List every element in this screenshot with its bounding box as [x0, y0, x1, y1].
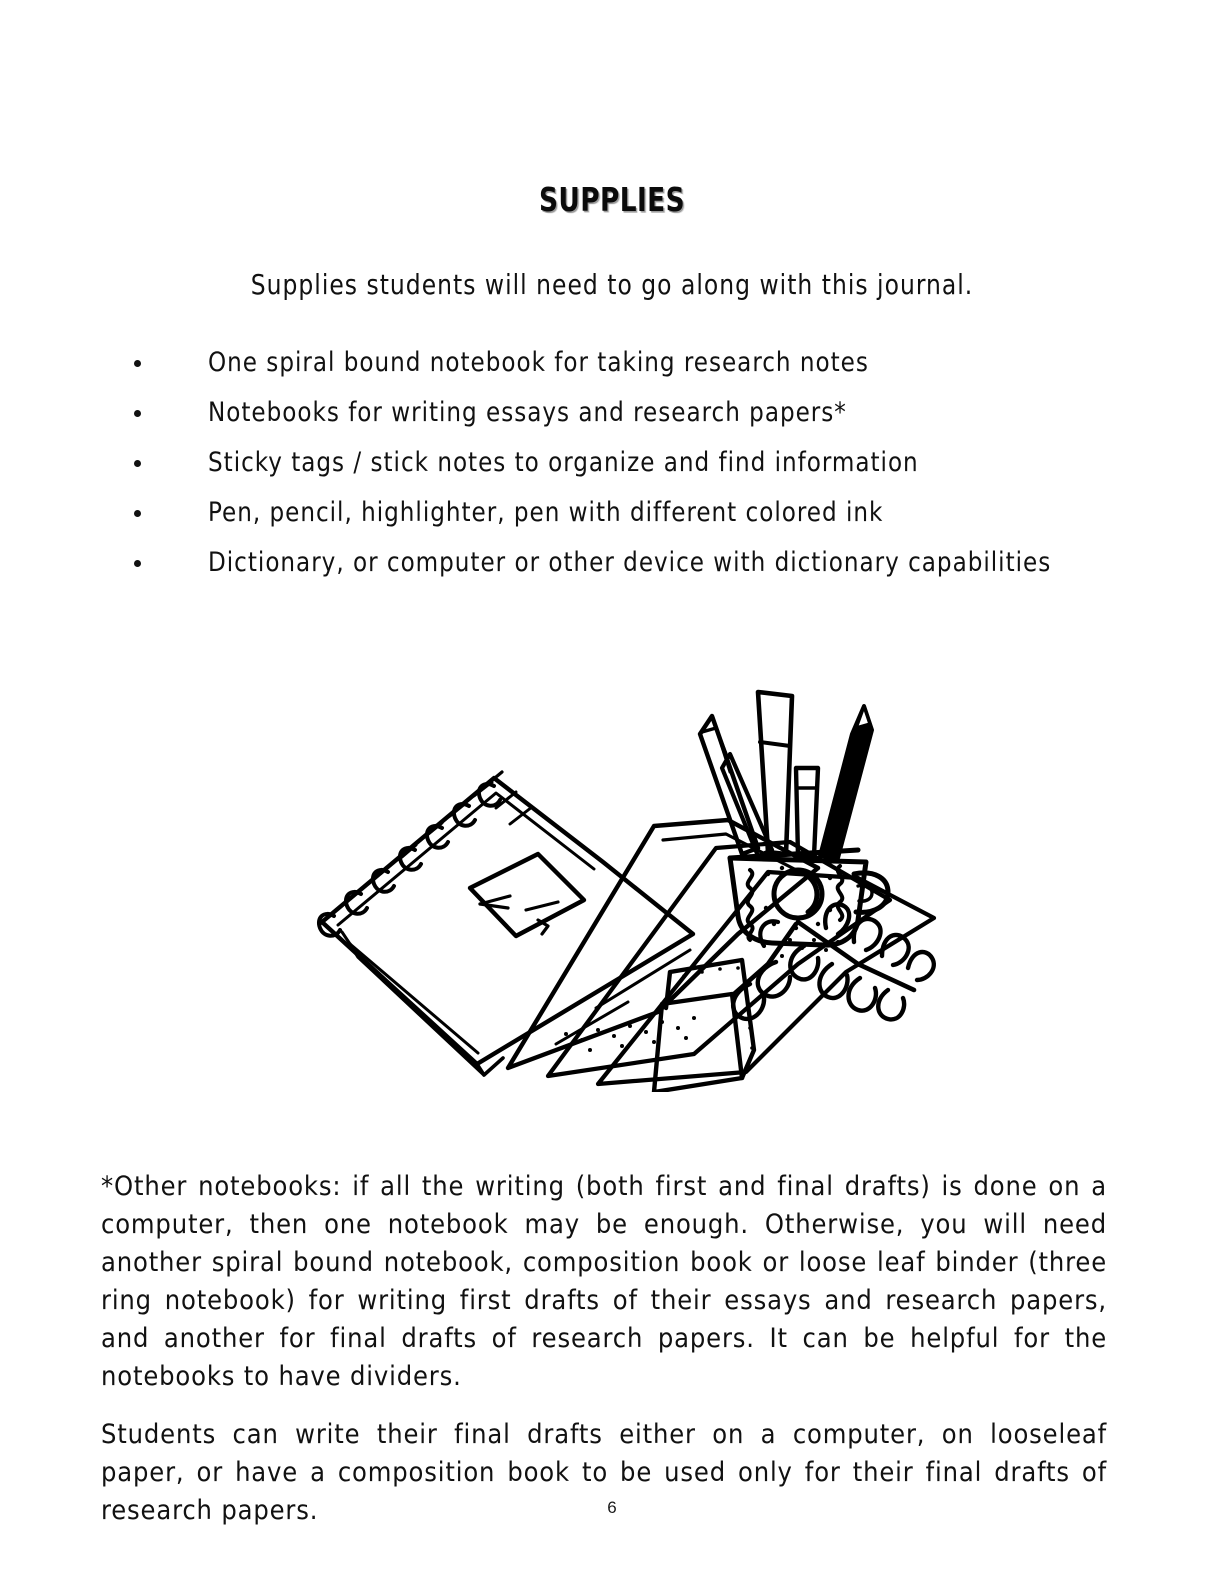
- paper-sheets-icon: [508, 820, 934, 1084]
- page-number: 6: [607, 1498, 617, 1517]
- school-supplies-illustration: [298, 672, 944, 1092]
- intro-text: Supplies students will need to go along with this journal.: [250, 268, 974, 301]
- supplies-list: [100, 338, 1110, 588]
- list-item-label: Dictionary, or computer or other device with dictionary capabilities: [208, 547, 1052, 578]
- list-item: [100, 488, 1110, 538]
- bullet-icon: [134, 410, 141, 417]
- bullet-icon: [134, 360, 141, 367]
- list-item: [100, 338, 1110, 388]
- bullet-icon: [134, 460, 141, 467]
- list-item: [100, 388, 1110, 438]
- bullet-icon: [134, 560, 141, 567]
- list-item-label: Pen, pencil, highlighter, pen with different colored ink: [208, 497, 884, 528]
- fern-leaf-icon: [733, 904, 934, 1019]
- bullet-icon: [134, 510, 141, 517]
- closing-paragraph: Students can write their final drafts either on a computer, on looseleaf paper, or have a composition book to be used only for their final drafts of research papers.: [101, 1419, 1107, 1526]
- list-item-label: One spiral bound notebook for taking research notes: [208, 347, 869, 378]
- footnote-paragraph: *Other notebooks: if all the writing (both first and final drafts) is done on a computer, then one notebook may be enough. Otherwise, you will need another spiral bound notebook, composition book or loose leaf binder (three ring notebook) for writing first drafts of their essays and research papers, and another for final drafts of research papers. It can be helpful for the notebooks to have dividers.: [101, 1171, 1107, 1392]
- list-item-label: Notebooks for writing essays and research papers*: [208, 397, 847, 428]
- list-item: [100, 538, 1110, 588]
- body-copy: [101, 1168, 1107, 1530]
- page-title: SUPPLIES: [538, 180, 686, 220]
- list-item: [100, 438, 1110, 488]
- notebook-label-icon: [470, 854, 584, 936]
- list-item-label: Sticky tags / stick notes to organize and find information: [208, 447, 919, 478]
